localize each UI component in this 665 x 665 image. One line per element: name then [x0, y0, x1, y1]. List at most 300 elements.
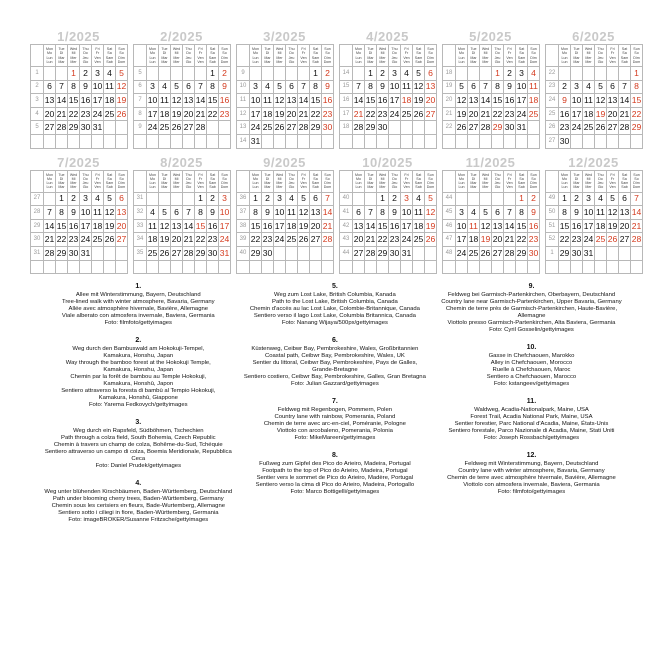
weekday-label: Lun: [458, 55, 465, 60]
day-cell: [147, 260, 159, 274]
weekday-label: Mer: [379, 181, 386, 186]
day-cell: 31: [250, 134, 262, 148]
week-number: 43: [340, 233, 353, 247]
day-cell: 21: [631, 219, 643, 233]
weekday-label: Mer: [482, 59, 489, 64]
weekday-header: [468, 45, 480, 67]
weekday-header: [104, 170, 116, 192]
weekday-label: Mer: [585, 55, 592, 60]
day-cell: 11: [262, 94, 274, 108]
day-cell: [413, 134, 425, 148]
day-cell: 27: [286, 121, 298, 135]
weekday-label: Ven: [94, 181, 101, 186]
caption-line: Sentiero attraverso un campo di colza, Boemia Meridionale, Repubblica Ceca: [44, 449, 232, 462]
day-cell: 13: [116, 206, 128, 220]
day-cell: 24: [571, 121, 583, 135]
day-cell: 29: [56, 246, 68, 260]
week-number: 6: [134, 80, 147, 94]
weekday-label: So: [634, 51, 639, 56]
weekday-header: [183, 170, 195, 192]
month-table: [339, 44, 437, 149]
weekday-label: Fri: [404, 47, 409, 52]
day-cell: 23: [377, 107, 389, 121]
weekday-label: Mo: [253, 176, 258, 181]
caption-line: Waldweg, Acadia-Nationalpark, Maine, USA: [474, 407, 589, 413]
weekday-label: Thu: [597, 172, 604, 177]
day-cell: 2: [571, 192, 583, 206]
weekday-label: Sam: [414, 181, 423, 186]
caption-line: Tree-lined walk with winter atmosphere, Bavaria, Germany: [61, 299, 215, 305]
weekday-label: Mon: [355, 47, 362, 52]
weekday-label: Thu: [288, 172, 295, 177]
weekday-header: [559, 170, 571, 192]
weekday-label: Gio: [391, 59, 398, 64]
day-cell: [504, 192, 516, 206]
day-cell: 19: [425, 219, 437, 233]
weekday-label: Fr: [404, 51, 409, 56]
week-number: [340, 134, 353, 148]
weekday-label: Mer: [70, 181, 77, 186]
weekday-label: Tue: [264, 47, 271, 52]
weekday-header: [583, 170, 595, 192]
day-cell: 5: [274, 80, 286, 94]
day-cell: 25: [262, 121, 274, 135]
day-cell: 13: [619, 206, 631, 220]
photo-captions: [40, 283, 630, 534]
caption-line: Path to the Lost Lake, British Columbia, Canada: [272, 299, 398, 305]
day-cell: 15: [68, 94, 80, 108]
weekday-label: Sun: [530, 47, 537, 52]
weekday-label: Gio: [597, 185, 604, 190]
day-cell: 6: [44, 80, 56, 94]
weekday-label: Mer: [379, 59, 386, 64]
day-cell: [456, 192, 468, 206]
day-cell: 23: [504, 107, 516, 121]
weekday-header: [631, 45, 643, 67]
month-table: [133, 44, 231, 149]
day-cell: 22: [56, 233, 68, 247]
week-number: 15: [340, 80, 353, 94]
day-cell: 22: [68, 107, 80, 121]
day-cell: 2: [322, 67, 334, 81]
day-cell: 21: [44, 233, 56, 247]
weekday-label: Sun: [427, 172, 434, 177]
day-cell: 18: [104, 94, 116, 108]
week-number: [31, 260, 44, 274]
weekday-header: [480, 170, 492, 192]
day-cell: [80, 260, 92, 274]
day-cell: [389, 134, 401, 148]
month-title: 3/2025: [263, 29, 306, 44]
week-number: 14: [237, 134, 250, 148]
month-row: [30, 156, 645, 275]
weekday-label: Dim: [221, 55, 228, 60]
weekday-label: Ven: [403, 55, 410, 60]
weekday-label: Mer: [173, 181, 180, 186]
week-number: 5: [31, 121, 44, 135]
weekday-label: Tue: [58, 172, 65, 177]
day-cell: 25: [92, 233, 104, 247]
weekday-label: Mer: [173, 59, 180, 64]
day-cell: [322, 260, 334, 274]
caption-line: Chemin de terre avec arc-en-ciel, Poméranie, Pologne: [263, 421, 406, 427]
day-cell: [207, 134, 219, 148]
weekday-label: So: [325, 51, 330, 56]
weekday-label: Sab: [209, 59, 216, 64]
weekday-label: Sa: [210, 51, 215, 56]
weekday-label: Lun: [561, 55, 568, 60]
day-cell: 12: [274, 94, 286, 108]
day-cell: 1: [68, 67, 80, 81]
day-cell: 18: [262, 107, 274, 121]
day-cell: 27: [353, 246, 365, 260]
day-cell: [559, 260, 571, 274]
weekday-label: Tue: [573, 172, 580, 177]
day-cell: 15: [310, 94, 322, 108]
caption-line: Sentier forestier, Parc National d'Acadia, Maine, États-Unis: [454, 421, 609, 427]
day-cell: 11: [595, 206, 607, 220]
weekday-label: Mer: [585, 185, 592, 190]
day-cell: 16: [571, 219, 583, 233]
weekday-label: Sun: [633, 47, 640, 52]
week-number: 50: [546, 206, 559, 220]
day-cell: 15: [250, 219, 262, 233]
day-cell: 31: [92, 121, 104, 135]
day-cell: 19: [159, 233, 171, 247]
weekday-label: Sab: [621, 185, 628, 190]
weekday-label: Lun: [149, 59, 156, 64]
day-cell: 1: [631, 67, 643, 81]
weekday-header: [619, 45, 631, 67]
weekday-label: Mi: [483, 176, 488, 181]
weekday-label: Sa: [107, 51, 112, 56]
day-cell: 3: [571, 80, 583, 94]
day-cell: [377, 260, 389, 274]
caption-number: 7.: [331, 398, 338, 405]
weekday-label: Mer: [173, 55, 180, 60]
weekday-label: Dom: [426, 185, 435, 190]
day-cell: 24: [583, 233, 595, 247]
day-cell: [595, 246, 607, 260]
month-title: 12/2025: [568, 154, 619, 170]
day-cell: 1: [559, 192, 571, 206]
weekday-label: Thu: [597, 47, 604, 52]
weekday-label: So: [531, 176, 536, 181]
weekday-label: Mo: [150, 51, 155, 56]
weekday-header: [310, 170, 322, 192]
weekday-label: Ven: [609, 181, 616, 186]
caption-line: Way through the bamboo forest at the Hokokuji Temple,: [65, 360, 211, 366]
day-cell: 21: [353, 107, 365, 121]
day-cell: 19: [480, 233, 492, 247]
caption-line: Path under blooming cherry trees, Baden-Württemberg, Germany: [52, 496, 224, 502]
weekday-header: [219, 45, 231, 67]
caption-line: Kamakura, Honshu, Japan: [103, 353, 174, 359]
weekday-label: Lun: [149, 185, 156, 190]
day-cell: 4: [528, 67, 540, 81]
weekday-label: Thu: [82, 172, 89, 177]
week-number: [134, 260, 147, 274]
day-cell: 13: [44, 94, 56, 108]
caption-line: Allee mit Winterstimmung, Bayern, Deutschland: [75, 292, 201, 298]
weekday-label: Lun: [355, 59, 362, 64]
weekday-label: Sab: [106, 185, 113, 190]
day-cell: 1: [365, 67, 377, 81]
day-cell: [171, 67, 183, 81]
weekday-header: [595, 170, 607, 192]
caption-line: Feldweg mit Winterstimmung, Bayern, Deutschland: [464, 461, 599, 467]
month-table: [236, 170, 334, 275]
caption-number: 6.: [331, 337, 338, 344]
weekday-label: Mi: [380, 176, 385, 181]
day-cell: [583, 134, 595, 148]
weekday-label: Di: [162, 51, 167, 56]
caption-line: Sentiero verso la cima di Pico do Arieiro, Madeira, Portogallo: [255, 482, 415, 488]
week-number: 2: [31, 80, 44, 94]
weekday-label: Do: [289, 176, 294, 181]
day-cell: 14: [365, 219, 377, 233]
month-10: [339, 156, 436, 275]
day-cell: 6: [425, 67, 437, 81]
weekday-label: Mer: [70, 59, 77, 64]
day-cell: 14: [56, 94, 68, 108]
weekday-label: Di: [471, 51, 476, 56]
day-cell: 11: [468, 219, 480, 233]
day-cell: 1: [492, 67, 504, 81]
caption-2: [40, 337, 237, 409]
day-cell: 1: [516, 192, 528, 206]
weekday-label: Ven: [197, 59, 204, 64]
day-cell: 18: [595, 219, 607, 233]
day-cell: 11: [147, 219, 159, 233]
day-cell: 3: [274, 192, 286, 206]
weekday-label: Sab: [518, 185, 525, 190]
week-number: 30: [31, 233, 44, 247]
weekday-label: Mo: [150, 176, 155, 181]
day-cell: 8: [195, 206, 207, 220]
day-cell: [147, 134, 159, 148]
day-cell: 7: [322, 192, 334, 206]
day-cell: 17: [571, 107, 583, 121]
day-cell: [104, 134, 116, 148]
day-cell: 17: [401, 219, 413, 233]
month-title: 6/2025: [572, 29, 615, 44]
weekday-label: Ven: [197, 185, 204, 190]
weekday-header: [504, 45, 516, 67]
day-cell: 23: [559, 121, 571, 135]
day-cell: 23: [571, 233, 583, 247]
week-number-header: [546, 45, 559, 67]
weekday-label: Fri: [404, 172, 409, 177]
week-number: 33: [134, 219, 147, 233]
week-number-header: [134, 170, 147, 192]
day-cell: 21: [322, 219, 334, 233]
week-number: 35: [134, 246, 147, 260]
day-cell: 12: [159, 219, 171, 233]
week-number: [31, 134, 44, 148]
day-cell: 10: [456, 219, 468, 233]
day-cell: 9: [262, 206, 274, 220]
day-cell: [116, 260, 128, 274]
week-number-header: [31, 45, 44, 67]
weekday-label: Sam: [311, 181, 320, 186]
month-9: [236, 156, 333, 275]
caption-line: Foto: filmfoto/gettyimages: [497, 489, 566, 495]
weekday-label: Sun: [221, 47, 228, 52]
weekday-label: Sat: [621, 47, 628, 52]
weekday-label: Do: [289, 51, 294, 56]
weekday-label: Wed: [378, 47, 387, 52]
weekday-label: Dim: [221, 181, 228, 186]
weekday-label: Do: [392, 51, 397, 56]
weekday-label: Mer: [276, 185, 283, 190]
day-cell: 3: [147, 80, 159, 94]
weekday-header: [250, 170, 262, 192]
day-cell: 3: [456, 206, 468, 220]
day-cell: 16: [68, 219, 80, 233]
day-cell: [250, 260, 262, 274]
weekday-label: Mer: [585, 181, 592, 186]
day-cell: 20: [492, 233, 504, 247]
weekday-label: Thu: [391, 47, 398, 52]
day-cell: 18: [92, 219, 104, 233]
month-title: 5/2025: [469, 29, 512, 44]
weekday-label: Mi: [174, 176, 179, 181]
day-cell: 5: [595, 80, 607, 94]
weekday-label: Mar: [470, 185, 477, 190]
weekday-label: Ven: [197, 55, 204, 60]
weekday-label: Lun: [458, 181, 465, 186]
day-cell: [607, 67, 619, 81]
weekday-label: Di: [368, 176, 373, 181]
day-cell: 25: [104, 107, 116, 121]
weekday-label: Jeu: [288, 55, 295, 60]
caption-number: 4.: [135, 480, 142, 487]
day-cell: [92, 134, 104, 148]
weekday-label: Sam: [208, 181, 217, 186]
day-cell: 26: [595, 121, 607, 135]
week-number-header: [237, 45, 250, 67]
weekday-label: Jeu: [494, 55, 501, 60]
weekday-label: Dom: [529, 185, 538, 190]
weekday-label: Thu: [185, 47, 192, 52]
weekday-label: Sat: [209, 47, 216, 52]
caption-number: 3.: [135, 419, 142, 426]
day-cell: 9: [504, 80, 516, 94]
caption-11: [433, 398, 630, 442]
weekday-label: Di: [265, 51, 270, 56]
week-number: 5: [134, 67, 147, 81]
month-table: [545, 170, 643, 275]
day-cell: [353, 192, 365, 206]
weekday-label: Sa: [210, 176, 215, 181]
day-cell: 31: [80, 246, 92, 260]
day-cell: 10: [571, 94, 583, 108]
caption-line: Chemin de terre près de Garmisch-Partenkirchen, Haute-Bavière, Allemagne: [445, 306, 618, 319]
caption-number: 2.: [135, 337, 142, 344]
day-cell: 28: [480, 121, 492, 135]
week-number: 49: [546, 192, 559, 206]
day-cell: 26: [456, 121, 468, 135]
day-cell: 30: [528, 246, 540, 260]
day-cell: 29: [631, 121, 643, 135]
weekday-label: Tue: [470, 47, 477, 52]
day-cell: 17: [389, 94, 401, 108]
caption-line: Weg unter blühenden Kirschbäumen, Baden-Württemberg, Deutschland: [44, 489, 233, 495]
month-table: [545, 44, 643, 149]
weekday-header: [631, 170, 643, 192]
weekday-label: Fr: [610, 176, 615, 181]
caption-number: 12.: [526, 452, 537, 459]
caption-line: Viale alberato con atmosfera invernale, Baviera, Germania: [61, 313, 215, 319]
day-cell: [298, 260, 310, 274]
day-cell: 2: [80, 67, 92, 81]
caption-line: Foto: imageBROKER/Susanne Fritzsche/gettyimages: [68, 517, 209, 523]
week-number: 19: [443, 80, 456, 94]
calendar-grid: [30, 30, 645, 281]
month-5: [442, 30, 539, 149]
day-cell: 26: [298, 233, 310, 247]
day-cell: 19: [274, 107, 286, 121]
weekday-label: Lun: [561, 185, 568, 190]
day-cell: 12: [298, 206, 310, 220]
day-cell: 17: [274, 219, 286, 233]
day-cell: 6: [607, 80, 619, 94]
day-cell: 21: [619, 107, 631, 121]
day-cell: [147, 67, 159, 81]
weekday-header: [425, 170, 437, 192]
weekday-label: Ven: [197, 181, 204, 186]
weekday-label: Lun: [252, 185, 259, 190]
weekday-header: [159, 45, 171, 67]
day-cell: 16: [80, 94, 92, 108]
week-number: 12: [237, 107, 250, 121]
day-cell: 20: [310, 219, 322, 233]
day-cell: [425, 134, 437, 148]
weekday-header: [44, 170, 56, 192]
weekday-label: Mar: [58, 59, 65, 64]
weekday-label: Dom: [220, 185, 229, 190]
week-number-header: [31, 170, 44, 192]
day-cell: [219, 260, 231, 274]
month-table: [442, 44, 540, 149]
week-number: 51: [546, 219, 559, 233]
week-number-header: [134, 45, 147, 67]
day-cell: 10: [219, 206, 231, 220]
weekday-label: So: [428, 51, 433, 56]
weekday-header: [286, 170, 298, 192]
day-cell: [286, 134, 298, 148]
week-number: 38: [237, 219, 250, 233]
weekday-header: [468, 170, 480, 192]
weekday-label: Sa: [622, 176, 627, 181]
weekday-label: Ven: [403, 59, 410, 64]
day-cell: 22: [310, 107, 322, 121]
day-cell: 25: [583, 121, 595, 135]
day-cell: 30: [80, 121, 92, 135]
day-cell: 14: [619, 94, 631, 108]
day-cell: 25: [286, 233, 298, 247]
weekday-label: Dim: [118, 181, 125, 186]
weekday-label: Sam: [620, 181, 629, 186]
day-cell: 14: [44, 219, 56, 233]
week-number: 26: [546, 121, 559, 135]
weekday-header: [183, 45, 195, 67]
weekday-label: Mon: [355, 172, 362, 177]
day-cell: 14: [322, 206, 334, 220]
weekday-label: Fri: [95, 172, 100, 177]
weekday-header: [456, 170, 468, 192]
